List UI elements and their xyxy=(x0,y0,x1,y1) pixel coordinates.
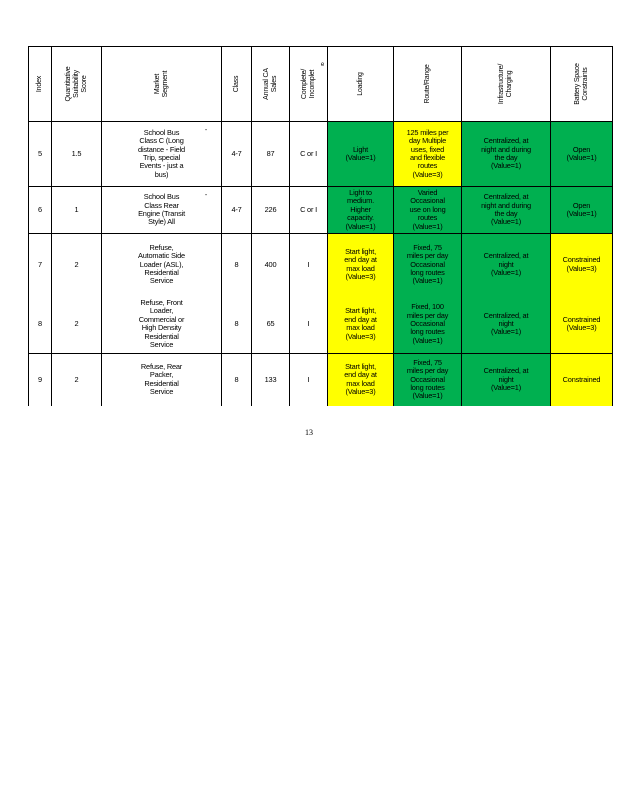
header-complete: Complete/ Incomplet e xyxy=(290,47,328,122)
page-number: 13 xyxy=(305,428,313,437)
cell-class: 8 xyxy=(222,354,252,406)
header-segment: Market Segment xyxy=(102,47,222,122)
cell-index: 7 xyxy=(29,234,52,296)
cell-index: 8 xyxy=(29,296,52,354)
cell-infra: Centralized, at night (Value=1) xyxy=(462,354,551,406)
cell-segment: - School Bus Class C (Long distance - Field Trip, special Events - just a bus) xyxy=(102,122,222,187)
cell-index: 5 xyxy=(29,122,52,187)
cell-complete: I xyxy=(290,354,328,406)
cell-loading: Start light, end day at max load (Value=3) xyxy=(328,354,394,406)
header-duty: Route/Range xyxy=(394,47,462,122)
cell-loading: Light (Value=1) xyxy=(328,122,394,187)
table-row xyxy=(29,122,613,187)
cell-battery: Constrained xyxy=(551,354,613,406)
table-row xyxy=(29,187,613,234)
cell-segment: Refuse, Rear Packer, Residential Service xyxy=(102,354,222,406)
header-sales: Annual CA Sales xyxy=(252,47,290,122)
cell-infra: Centralized, at night (Value=1) xyxy=(462,234,551,296)
cell-index: 9 xyxy=(29,354,52,406)
cell-score: 1 xyxy=(52,187,102,234)
cell-loading: Start light, end day at max load (Value=3) xyxy=(328,296,394,354)
cell-battery: Open (Value=1) xyxy=(551,187,613,234)
cell-sales: 400 xyxy=(252,234,290,296)
cell-sales: 226 xyxy=(252,187,290,234)
cell-battery: Constrained (Value=3) xyxy=(551,234,613,296)
cell-class: 8 xyxy=(222,296,252,354)
cell-segment: Refuse, Automatic Side Loader (ASL), Residential Service xyxy=(102,234,222,296)
header-complete-mark: e xyxy=(320,62,324,68)
table-header-row xyxy=(29,47,613,122)
cell-complete: I xyxy=(290,234,328,296)
cell-score: 2 xyxy=(52,234,102,296)
cell-index: 6 xyxy=(29,187,52,234)
cell-score: 2 xyxy=(52,296,102,354)
cell-complete: C or I xyxy=(290,187,328,234)
cell-complete: C or I xyxy=(290,122,328,187)
header-score: Quantitative Suitability Score xyxy=(52,47,102,122)
cell-segment: Refuse, Front Loader, Commercial or High Density Residential Service xyxy=(102,296,222,354)
cell-loading: Start light, end day at max load (Value=3) xyxy=(328,234,394,296)
table-row xyxy=(29,296,613,354)
cell-class: 4-7 xyxy=(222,187,252,234)
cell-sales: 65 xyxy=(252,296,290,354)
table-row xyxy=(29,234,613,296)
cell-sales: 133 xyxy=(252,354,290,406)
cell-duty: Fixed, 75 miles per day Occasional long routes (Value=1) xyxy=(394,234,462,296)
cell-duty: Fixed, 100 miles per day Occasional long routes (Value=1) xyxy=(394,296,462,354)
table-row xyxy=(29,354,613,406)
cell-sales: 87 xyxy=(252,122,290,187)
cell-segment: - School Bus Class Rear Engine (Transit Style) All xyxy=(102,187,222,234)
cell-score: 2 xyxy=(52,354,102,406)
cell-complete: I xyxy=(290,296,328,354)
cell-battery: Constrained (Value=3) xyxy=(551,296,613,354)
header-battery: Battery Space Constraints xyxy=(551,47,613,122)
header-loading: Loading xyxy=(328,47,394,122)
header-infra: Infrastructure/ Charging xyxy=(462,47,551,122)
cell-duty: Varied Occasional use on long routes (Value=1) xyxy=(394,187,462,234)
cell-class: 4-7 xyxy=(222,122,252,187)
cell-score: 1.5 xyxy=(52,122,102,187)
cell-duty: 125 miles per day Multiple uses, fixed and flexible routes (Value=3) xyxy=(394,122,462,187)
header-index: Index xyxy=(29,47,52,122)
vehicle-segment-table xyxy=(28,46,613,406)
header-class: Class xyxy=(222,47,252,122)
cell-infra: Centralized, at night and during the day (Value=1) xyxy=(462,122,551,187)
cell-loading: Light to medium. Higher capacity. (Value=1) xyxy=(328,187,394,234)
cell-duty: Fixed, 75 miles per day Occasional long routes (Value=1) xyxy=(394,354,462,406)
cell-infra: Centralized, at night (Value=1) xyxy=(462,296,551,354)
cell-class: 8 xyxy=(222,234,252,296)
cell-infra: Centralized, at night and during the day (Value=1) xyxy=(462,187,551,234)
cell-battery: Open (Value=1) xyxy=(551,122,613,187)
